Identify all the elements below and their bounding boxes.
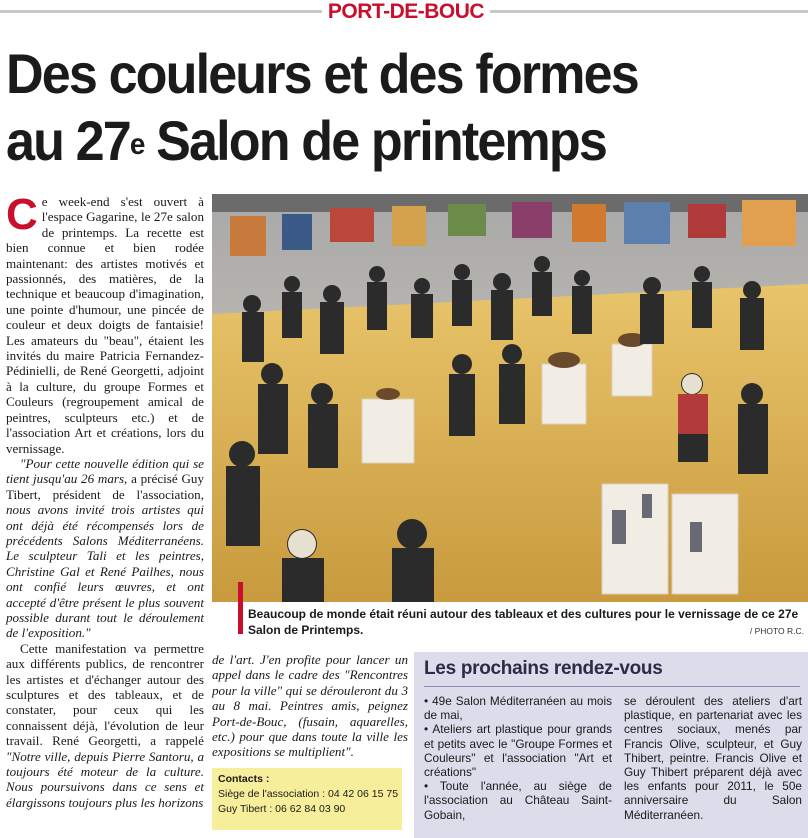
headline-superscript: e [129,128,144,161]
headline-line1: Des couleurs et des formes [6,42,638,105]
article-column-2 [212,652,408,760]
contacts-box [212,768,402,830]
headline-line2-pre: au 27 [6,109,130,172]
quote-attribution: a précisé Guy Tibert, président de l'association, [6,471,204,502]
box-column-2 [624,694,802,822]
article-paragraph-4: de l'art. J'en profite pour lancer un appel dans le cadre des "Rencontres pour la ville" qui se dérouleront du 3 au 8 mai. Peintres amis, peignez Port-de-Bouc, (fusain, aquarelles, etc.) pour que dans toute la ville les expositions se multiplient". [212,652,408,760]
event-item-2: • Ateliers art plastique pour grands et petits avec le "Groupe Formes et Couleurs" et l'association "Art et créations" [424,722,612,780]
p3-quote: "Notre ville, depuis Pierre Santoru, a toujours été moteur de la culture. Nous poursuivons dans ce sens et élargissons toujours plus les horizons [6,748,204,810]
box-title: Les prochains rendez-vous [424,658,663,679]
article-paragraph-2 [6,456,204,641]
photo-illustration [212,194,808,602]
upcoming-events-box [414,652,808,838]
event-item-3-continued: se déroulent des ateliers d'art plastique, en partenariat avec les centres sociaux, menés par Francis Olive, sculpteur, et Guy Thibert, peintre. Francis Olive et Guy Thibert préparent déjà avec les enfants pour 2011, le 50e anniversaire du Salon Méditerranéen. [624,694,802,822]
contact-association: Siège de l'association : 04 42 06 15 75 [218,788,399,800]
p3-text: Cette manifestation va permettre aux différents publics, de rencontrer les artistes et d'échanger autour des sculptures et des tableaux, et de constater, pour ceux qui les connaissent déjà, l'évolution de leur travail. René Georgetti, a rappelé [6,640,204,749]
contact-guy-tibert: Guy Tibert : 06 62 84 03 90 [218,803,346,815]
drop-cap: C [6,190,38,239]
quote-part-c: nous avons invité trois artistes qui ont déjà été récompensés lors de précédents Salons Méditerranéens. Le sculpteur Tali et les peintres, Christine Gal et René Pailhes, nous ont confié leurs œuvres, et ont accepté d'être présent le plus souvent possible durant tout le déroulement de l'exposition." [6,502,204,641]
article-paragraph-3 [6,641,204,810]
box-title-rule [424,686,800,687]
caption-accent-bar [238,582,243,634]
event-item-1: • 49e Salon Méditerranéen au mois de mai, [424,694,612,723]
headline [6,40,750,174]
photo-caption: Beaucoup de monde était réuni autour des tableaux et des cultures pour le vernissage de ce 27e Salon de Printemps. [248,607,799,637]
event-item-3: • Toute l'année, au siège de l'association au Château Saint-Gobain, [424,779,612,822]
photo-credit: / PHOTO R.C. [749,626,804,636]
vernissage-photo [212,194,808,602]
box-column-1 [424,694,612,822]
section-rubric: PORT-DE-BOUC [322,0,490,24]
article-paragraph-1: e week-end s'est ouvert à l'espace Gagarine, le 27e salon de printemps. La recette est bien connue et bien rodée maintenant: des artistes motivés et passionnés, des matières, de la technique et beaucoup d'imagination, une pointe d'humour, une pincée de couleur et deux doigts de fantaisie! Les amateurs du "beau", étaient les invités du maire Patricia Fernandez-Pédinielli, de René Georgetti, adjoint à la culture, du groupe Formes et Couleurs (regroupement amical de peintres, sculpteurs etc.) et de l'association Art et créations, lors du vernissage. [6,194,204,456]
headline-line2-post: Salon de printemps [143,109,606,172]
contacts-title: Contacts : [218,773,270,785]
quote-part-a: "Pour cette nouvelle édition qui se tient jusqu'au 26 mars, [6,455,204,487]
article-column-1 [6,190,204,810]
